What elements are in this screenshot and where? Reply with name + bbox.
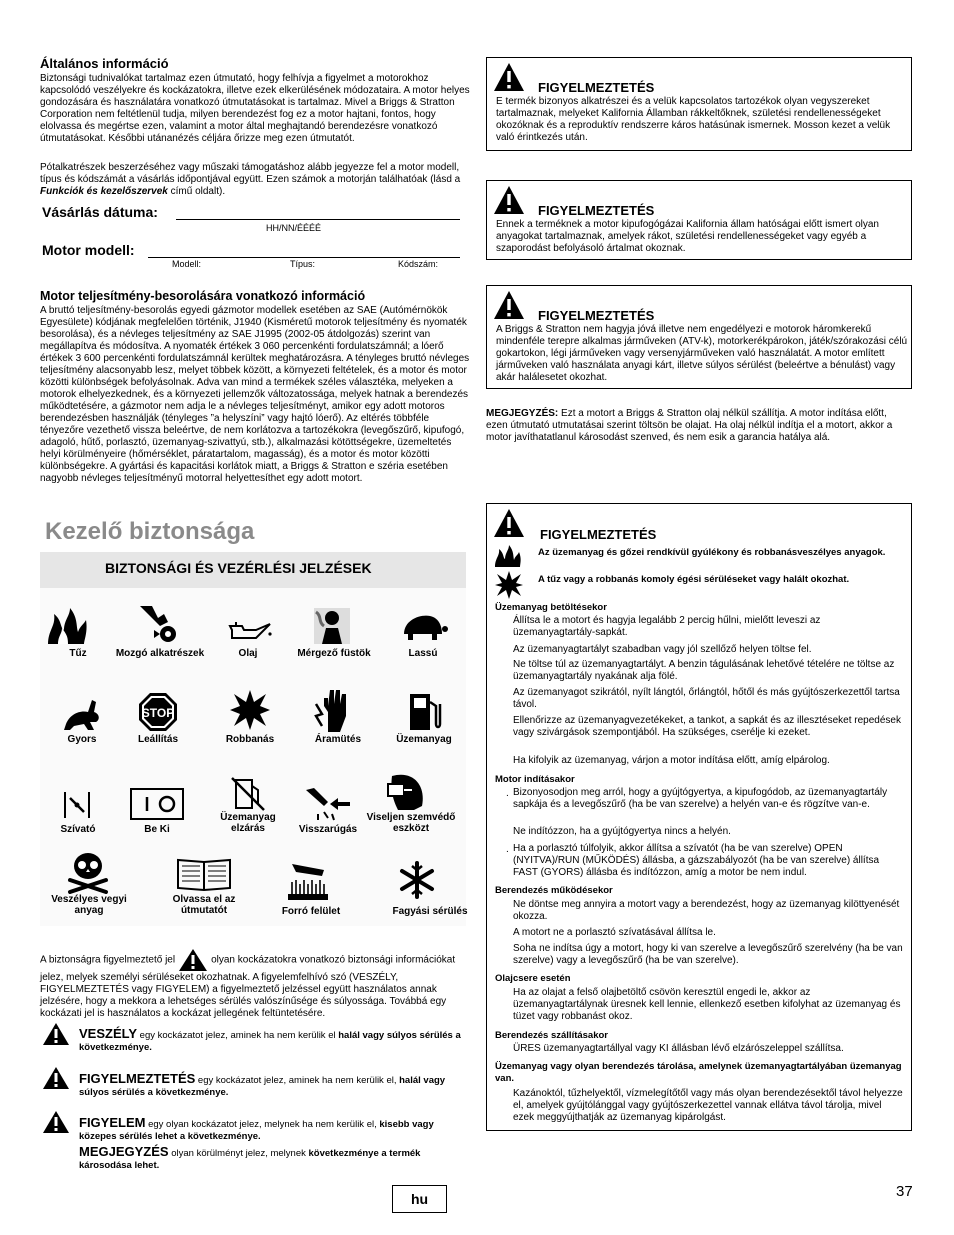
symbol-label-fuel: Üzemanyag xyxy=(396,734,452,745)
symbol-label-oil: Olaj xyxy=(238,648,258,659)
warning-1-text: E termék bizonyos alkatrészei és a velük kapcsolatos tartozékok olyan vegyszereket tartalmaznak, melyeket Kalifornia Államban rákkeltőknek, születési rendellenességeket okozóknak és a reproduktív rendszerre káros hatásúnak ismernek. Mosson kezet a velük való érintkezés után. xyxy=(496,96,891,143)
section-title-refueling: Üzemanyag betöltésekor xyxy=(495,602,607,613)
eye-protection-icon xyxy=(384,772,428,812)
symbols-header: BIZTONSÁGI ÉS VEZÉRLÉSI JELZÉSEK xyxy=(105,560,372,576)
hot-surface-icon xyxy=(286,862,330,902)
symbol-label-eye-protection: Viseljen szemvédő eszközt xyxy=(366,812,456,834)
oil-can-icon xyxy=(226,620,272,644)
symbol-label-stop: Leállítás xyxy=(137,734,179,745)
model-hint: Modell: xyxy=(172,259,202,269)
fuel-warning-box: FIGYELMEZTETÉS Az üzemanyag és gőzei rendkívül gyúlékony és robbanásveszélyes anyagok. A tűz vagy a robbanás komoly égési sérüléseket vagy halált okozhat. Üzemanyag betöltésekor Állítsa le a motort és hagyja legalább 2 percig hűlni, mielőtt leveszi az üzemanyagtartály-sapkát. Az üzemanyagtartályt szabadban vagy jól szellőző helyen töltse fel. Ne töltse túl az üzemanyagtartályt. A benzin tágulásának lehetővé tételére ne töltse az üzemanyagtartály nyakának alja fölé. Az üzemanyagot szikrától, nyílt lángtól, őrlángtól, hőtől és más gyújtószerkezettől tartsa távol. Ellenőrizze az üzemanyagvezetékeket, a tankot, a sapkát és az illesztéseket repedések vagy szivárgások szempontjából. Ha szükséges, cserélje ki ezeket. Ha kifolyik az üzemanyag, várjon a motor indítása előtt, amíg elpárolog. Motor indításakor . Bizonyosodjon meg arról, hogy a gyújtógyertya, a kipufogódob, az üzemanyagtartály sapkája és a levegőszűrő (ha be van szerelve) a helyén van-e és rögzítve van-e. Ne indítózzon, ha a gyújtógyertya nincs a helyén. . Ha a porlasztó túlfolyik, akkor állítsa a szívatót (ha be van szerelve) OPEN (NYITVA)/RUN (MŰKÖDÉS) állásba, a gázszabályozót (ha be van szerelve) állítsa FAST (GYORS) állásba és indítózzon, amíg a motor be nem indul. Berendezés működésekor Ne döntse meg annyira a motort vagy a berendezést, hogy az üzemanyag kilöttyenését okozza. A motort ne a porlasztó szívatásával állítsa le. Soha ne indítsa úgy a motort, hogy ki van szerelve a levegőszűrő szerelvény (ha be van szerelve) vagy a levegőszűrő (ha be van szerelve). Olajcsere esetén Ha az olajat a felső olajbetöltő csövön keresztül engedi le, akkor az üzemanyagtartálynak üresnek kell lennie, ellenkező esetben kifolyhat az üzemanyag és tüzet vagy robbanást okoz. Berendezés szállításakor ÜRES üzemanyagtartállyal vagy KI állásban lévő elzárószeleppel szállítsa. Üzemanyag vagy olyan berendezés tárolása, amelynek üzemanyagtartályában üzemanyag van. Kazánoktól, tűzhelyektől, vízmelegítőtől vagy más olyan berendezésektől távol helyezze el, amelyek gyújtólánggal vagy gyújtószerkezettel vannak ellátva távol tárolja, mivel ezek meggyújthatják az üzemanyag kipárolgást. xyxy=(486,503,912,1131)
explosion-icon xyxy=(494,570,524,600)
fire-icon xyxy=(46,606,88,646)
general-info-paragraph: Biztonsági tudnivalókat tartalmaz ezen útmutató, hogy felhívja a figyelmet a motorokhoz kapcsolódó veszélyekre és kockázatokra, illetve ezek elkerülésének módozataira. A motor helyes gondozására és használatára vonatkozó útmutatásokat is tartalmaz. Mivel a Briggs & Stratton Corporation nem feltétlenül tudja, milyen berendezést fog ez a motor hajtani, fontos, hogy elolvassa és megértse ezen, valamint a motor által meghajtandó berendezésre vonatkozó útmutatásokat. Későbbi utánanézés céljára őrizze meg ezen útmutatót. xyxy=(40,73,470,144)
warning-triangle-icon xyxy=(493,508,525,538)
warning-triangle-icon xyxy=(493,185,525,215)
motor-model-line[interactable] xyxy=(148,256,460,258)
symbol-label-hazardous-chemicals: Veszélyes vegyi anyag xyxy=(51,894,127,916)
refueling-item-1: Állítsa le a motort és hagyja legalább 2 percig hűlni, mielőtt leveszi az üzemanyagtartály-sapkát. xyxy=(513,615,821,638)
warning-2-title: FIGYELMEZTETÉS xyxy=(538,203,655,218)
warning-1-title: FIGYELMEZTETÉS xyxy=(538,80,655,95)
toxic-fumes-icon xyxy=(312,606,352,646)
electric-shock-icon xyxy=(312,688,354,734)
symbol-label-fast: Gyors xyxy=(67,734,97,745)
warning-alert-icon xyxy=(42,1066,70,1090)
choke-icon xyxy=(62,790,92,820)
oil-change-item-1: Ha az olajat a felső olajbetöltő csövön keresztül engedi le, akkor az üzemanyagtartálynak üresnek kell lennie, ellenkező esetben kifolyhat az üzemanyag és tüzet vagy robbanást okoz. xyxy=(513,987,901,1022)
symbol-label-moving-parts: Mozgó alkatrészek xyxy=(115,648,205,659)
safety-alert-icon xyxy=(178,948,208,972)
power-rating-title: Motor teljesítmény-besorolására vonatkozó információ xyxy=(40,289,366,303)
refueling-item-3: Ne töltse túl az üzemanyagtartályt. A benzin tágulásának lehetővé tételére ne töltse az üzemanyagtartály nyakának alja fölé. xyxy=(513,659,895,682)
explosion-icon xyxy=(228,688,272,732)
skull-icon xyxy=(66,850,110,894)
purchase-date-label: Vásárlás dátuma: xyxy=(42,204,158,220)
symbol-label-slow: Lassú xyxy=(408,648,438,659)
book-icon xyxy=(176,856,232,892)
transport-item-1: ÜRES üzemanyagtartállyal vagy KI állásban lévő elzárószeleppel szállítsa. xyxy=(513,1043,844,1054)
symbol-label-frostbite: Fagyási sérülés xyxy=(392,906,468,917)
starting-item-3: Ha a porlasztó túlfolyik, akkor állítsa a szívatót (ha be van szerelve) OPEN (NYITVA)/RUN (MŰKÖDÉS) állásba, a gázszabályozót (ha be van szerelve) állítsa FAST (GYORS) állásba és indítózzon, amíg a motor be nem indul. xyxy=(513,843,880,878)
general-info-paragraph-2: Pótalkatrészek beszerzéséhez vagy műszaki támogatáshoz alább jegyezze fel a motor modell, típus és kódszámát a vásárlás időpontjával együtt. Ezen számok a motorján találhatóak (lásd a Funkciók és kezelőszervek című oldalt). xyxy=(40,162,461,197)
symbol-label-fuel-shutoff: Üzemanyag elzárás xyxy=(220,812,276,834)
warning-3-text: A Briggs & Stratton nem hagyja jóvá illetve nem engedélyezi e motorok háromkerekű mindenféle terepre alkalmas járműveken (ATV-k), motorkerékpárokon, játék/szórakozási célú gokartokon, légi járműveken vagy versenyjárműveken való használatát. A motor említett járműveken való használata anyagi kárt, illetve súlyos sérülést (beleértve a bénulást) vagy akár halálesetet okozhat. xyxy=(496,324,908,383)
caution-level-text: FIGYELEM egy olyan kockázatot jelez, melynek ha nem kerülik el, kisebb vagy közepes sérülés lehet a következménye. xyxy=(79,1115,434,1142)
operating-item-3: Soha ne indítsa úgy a motort, hogy ki van szerelve a levegőszűrő szerelvény (ha be van szerelve) vagy a levegőszűrő (ha be van szerelve). xyxy=(513,943,903,966)
warning-box-3 xyxy=(486,285,912,389)
operator-safety-title: Kezelő biztonsága xyxy=(45,518,255,545)
symbol-label-read-manual: Olvassa el az útmutatót xyxy=(172,894,236,916)
page-number: 37 xyxy=(896,1183,913,1200)
moving-parts-icon xyxy=(138,604,180,646)
stop-sign-icon xyxy=(138,692,178,732)
symbol-label-explosion: Robbanás xyxy=(225,734,275,745)
motor-model-label: Motor modell: xyxy=(42,242,135,258)
fuel-shutoff-icon xyxy=(230,776,266,812)
warning-2-text: Ennek a terméknek a motor kipufogógázai Kalifornia állam hatóságai előtt ismert olyan anyagokat tartalmaznak, amelyek rákot, születési rendellenességeket vagy egyéb a szaporodást befolyásoló ártalmat okoznak. xyxy=(496,219,879,254)
operating-item-1: Ne döntse meg annyira a motort vagy a berendezést, hogy az üzemanyag kilöttyenését okozza. xyxy=(513,899,900,922)
turtle-icon xyxy=(398,612,448,642)
warning-4-title: FIGYELMEZTETÉS xyxy=(540,527,657,542)
symbol-label-fire: Tűz xyxy=(69,648,87,659)
power-rating-paragraph: A bruttó teljesítmény-besorolás egyedi gázmotor modellek esetében az SAE (Autómérnökök Egyesülete) kódjának megfelelően történik, J1940 (Kisméretű motorok teljesítmény és nyomaték besorolása), és a névleges teljesítmény az SAE J1995 (2002-05 átdolgozás) szerint van megállapítva és módosítva. A nyomaték értékek 3 060 percenkénti fordulatszámnál; a lóerő értékek 3 600 percenkénti fordulatszámnál kerültek meghatározásra. A tényleges bruttó névleges teljesítmény alacsonyabb lesz, melyet többek között, a környezeti feltételek, és a motor és motor közötti különbségek befolyásolnak. Adva van mind a termékek széles választéka, melyeken a motorok elhelyezkednek, és a környezeti jellemzők változatossága, melyek hatnak a berendezés működtetésére, a gázmotor nem adja le a névleges teljesítményt, amikor egy adott motoros berendezésben használják (tényleges ”a helyszíni” vagy hajtó lóerő). Az eltérés többféle tényezőre vezethető vissza beleértve, de nem korlátozva a tartozékokra (levegőszűrő, kipufogó, adagoló, hűtő, porlasztó, üzemanyag-szivattyú, stb.), alkalmazási kötöttségekre, üzemeltetés helyi körülményeire (hőmérséklet, páratartalom, magasság), és a motor és motor közötti különbségekre. A gyártási és kapacitási korlátok miatt, a Briggs & Stratton e széria esetében nagyobb névleges teljesítményű motorral helyettesíthet egy adott motort. xyxy=(40,305,470,484)
on-off-icon xyxy=(130,788,184,820)
warning-3-title: FIGYELMEZTETÉS xyxy=(538,308,655,323)
general-info-title: Általános információ xyxy=(40,56,169,71)
warning-triangle-icon xyxy=(493,290,525,320)
refueling-item-5: Ellenőrizze az üzemanyagvezetékeket, a tankot, a sapkát és az illesztéseket repedések vagy szivárgások szempontjából. Ha szükséges, cserélje ki ezeket. xyxy=(513,715,901,738)
alert-explanation: A biztonságra figyelmeztető jel olyan kockázatokra vonatkozó biztonsági információkat jelez, melyek személyi sérüléseket okozhatnak. A figyelemfelhívó szó (VESZÉLY, FIGYELMEZTETÉS vagy FIGYELEM) a figyelmeztető jelzéssel együtt használatos annak jelzésére, hogy a mekkora a lehetséges sérülés valószínűsége és súlyossága. Továbbá egy kockázati jel is használatos a kockázat jellegének feltüntetésére. xyxy=(40,948,464,1020)
section-title-operating: Berendezés működésekor xyxy=(495,885,613,896)
caution-alert-icon xyxy=(42,1110,70,1134)
warning-box-1 xyxy=(486,57,912,151)
symbol-label-choke: Szívató xyxy=(60,824,96,835)
symbol-label-toxic-fumes: Mérgező füstök xyxy=(297,648,371,659)
danger-level-text: VESZÉLY egy kockázatot jelez, aminek ha nem kerülik el halál vagy súlyos sérülés a következménye. xyxy=(79,1026,461,1053)
kickback-icon xyxy=(304,786,352,822)
code-hint: Kódszám: xyxy=(398,259,439,269)
starting-item-2: Ne indítózzon, ha a gyújtógyertya nincs a helyén. xyxy=(513,826,731,837)
warning-triangle-icon xyxy=(493,62,525,92)
purchase-date-line[interactable] xyxy=(176,218,460,220)
section-title-transport: Berendezés szállításakor xyxy=(495,1030,609,1041)
starting-item-1: Bizonyosodjon meg arról, hogy a gyújtógyertya, a kipufogódob, az üzemanyagtartály sapkája és a levegőszűrő (ha be van szerelve) a helyén van-e és rögzítve van-e. xyxy=(513,787,888,810)
symbol-label-on-off: Be Ki xyxy=(144,824,170,835)
refueling-item-4: Az üzemanyagot szikrától, nyílt lángtól, őrlángtól, hőtől és más gyújtószerkezettől tartsa távol. xyxy=(513,687,900,710)
section-title-starting: Motor indításakor xyxy=(495,774,575,785)
refueling-item-2: Az üzemanyagtartályt szabadban vagy jól szellőző helyen töltse fel. xyxy=(513,644,812,655)
language-badge: hu xyxy=(392,1185,447,1213)
note-oil: MEGJEGYZÉS: Ezt a motort a Briggs & Stratton olaj nélkül szállítja. A motor indítása előtt, ezen útmutató utmutatásai szerint töltsön be olajat. Ha olaj nélkül indítja el a motort, akkor a motor javíthatatlanul károsodást szenved, és nem esik a garancia hatálya alá. xyxy=(486,408,893,443)
svg-text:STOP: STOP xyxy=(141,706,175,720)
symbol-label-hot-surface: Forró felület xyxy=(281,906,341,917)
symbol-label-electric-shock: Áramütés xyxy=(314,734,362,745)
fuel-pump-icon xyxy=(406,690,442,732)
storage-item-1: Kazánoktól, tűzhelyektől, vízmelegítőtől vagy más olyan berendezésektől távol helyezze el, amelyek gyújtólánggal vagy gyújtószerkezettel vannak ellátva távol tárolja, mivel ezek meggyújthatják az üzemanyag kipárolgást. xyxy=(513,1088,903,1123)
danger-alert-icon xyxy=(42,1022,70,1046)
fuel-warning-line-1: Az üzemanyag és gőzei rendkívül gyúlékony és robbanásveszélyes anyagok. xyxy=(538,547,886,558)
warning-box-2 xyxy=(486,180,912,260)
symbol-label-kickback: Visszarúgás xyxy=(298,824,358,835)
section-title-storage: Üzemanyag vagy olyan berendezés tárolása, amelynek üzemanyagtartályában üzemanyag van. xyxy=(495,1061,902,1084)
fire-icon xyxy=(494,544,524,568)
fuel-warning-line-2: A tűz vagy a robbanás komoly égési sérüléseket vagy halált okozhat. xyxy=(538,574,850,585)
section-title-oil-change: Olajcsere esetén xyxy=(495,973,571,984)
rabbit-icon xyxy=(62,696,102,732)
operating-item-2: A motort ne a porlasztó szívatásával állítsa le. xyxy=(513,927,716,938)
notice-level-text: MEGJEGYZÉS olyan körülményt jelez, melynek következménye a termék károsodása lehet. xyxy=(79,1144,421,1171)
warning-level-text: FIGYELMEZTETÉS egy kockázatot jelez, aminek ha nem kerülik el, halál vagy súlyos sérülés a következménye. xyxy=(79,1071,446,1098)
snowflake-icon xyxy=(398,860,436,900)
purchase-date-hint: HH/NN/ÉÉÉÉ xyxy=(266,223,322,233)
refueling-item-6: Ha kifolyik az üzemanyag, várjon a motor indítása előtt, amíg elpárolog. xyxy=(513,755,830,766)
type-hint: Típus: xyxy=(290,259,316,269)
